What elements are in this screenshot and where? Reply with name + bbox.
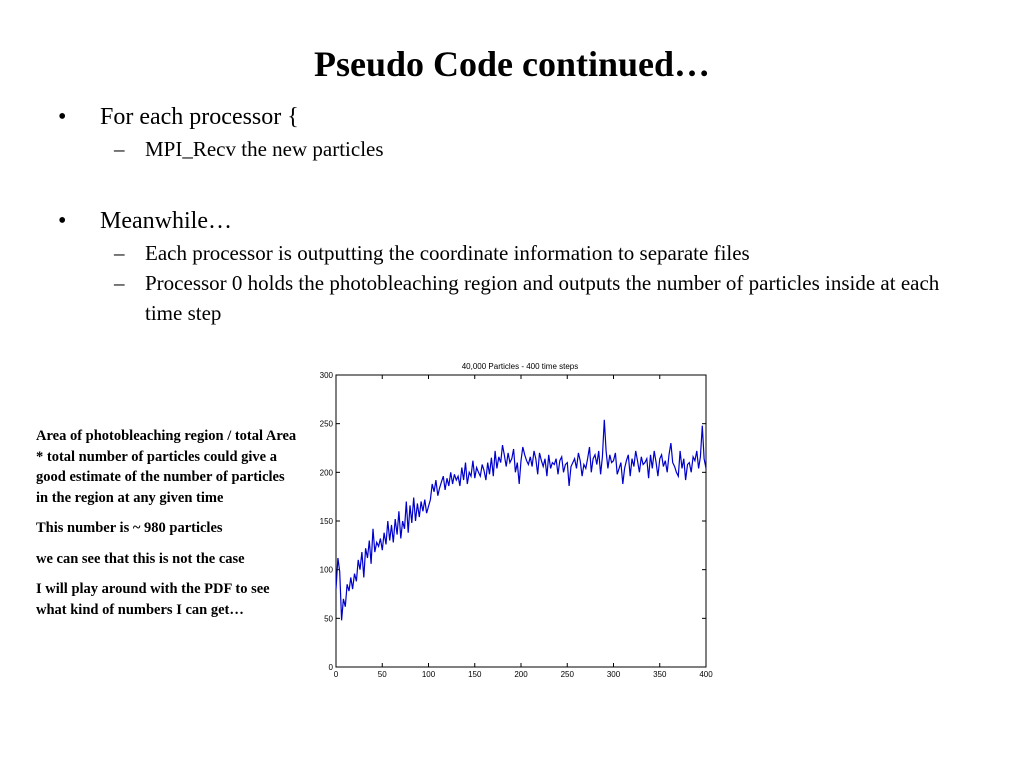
sub-bullet-text: MPI_Recv the new particles xyxy=(145,137,384,161)
sub-bullet-item xyxy=(58,268,958,328)
chart-title: 40,000 Particles - 400 time steps xyxy=(461,362,579,371)
bullet-item xyxy=(58,100,958,134)
sub-bullet-text: Each processor is outputting the coordinate information to separate files xyxy=(145,241,750,265)
particle-line-chart xyxy=(310,358,720,684)
bullet-list xyxy=(58,100,958,328)
plot-frame xyxy=(336,375,706,667)
side-notes xyxy=(36,426,298,630)
note-text: we can see that this is not the case xyxy=(36,550,245,567)
x-tick-label: 200 xyxy=(514,670,528,679)
x-tick-label: 350 xyxy=(653,670,667,679)
bullet-text: Meanwhile… xyxy=(100,208,232,234)
slide-title: Pseudo Code continued… xyxy=(313,44,711,84)
note-text: This number is ~ 980 particles xyxy=(36,520,223,536)
y-tick-label: 200 xyxy=(319,468,333,478)
y-tick-label: 250 xyxy=(319,419,333,429)
y-tick-label: 150 xyxy=(319,517,333,526)
y-tick-label: 50 xyxy=(324,614,333,624)
x-tick-label: 0 xyxy=(333,670,339,679)
note-text: I will play around with the PDF to see what kind of numbers I can get… xyxy=(36,581,270,618)
series-line-particles xyxy=(336,420,706,621)
note-text: Area of photobleaching region / total Area * total number of particles could give a good estimate of the number of particles in the region at any given time xyxy=(36,428,297,506)
bullet-dot: • xyxy=(58,104,67,130)
bullet-dot: • xyxy=(58,208,67,234)
y-tick-label: 0 xyxy=(328,663,333,672)
sub-bullet-item xyxy=(58,134,958,164)
x-tick-label: 150 xyxy=(468,670,482,679)
bullet-item xyxy=(58,204,958,238)
y-tick-label: 300 xyxy=(319,371,333,380)
sub-bullet-text: Processor 0 holds the photobleaching region and outputs the number of particles inside at each time step xyxy=(145,271,940,325)
sub-bullet-item xyxy=(58,238,958,268)
bullet-dash: – xyxy=(114,271,125,295)
bullet-dash: – xyxy=(114,137,125,161)
x-tick-label: 100 xyxy=(421,670,436,679)
bullet-text: For each processor { xyxy=(100,104,299,130)
bullet-dash: – xyxy=(114,241,125,265)
axis-ticks xyxy=(320,371,714,679)
x-tick-label: 300 xyxy=(606,670,621,679)
x-tick-label: 400 xyxy=(699,670,713,679)
x-tick-label: 50 xyxy=(377,670,387,679)
x-tick-label: 250 xyxy=(560,670,574,679)
y-tick-label: 100 xyxy=(319,565,333,575)
